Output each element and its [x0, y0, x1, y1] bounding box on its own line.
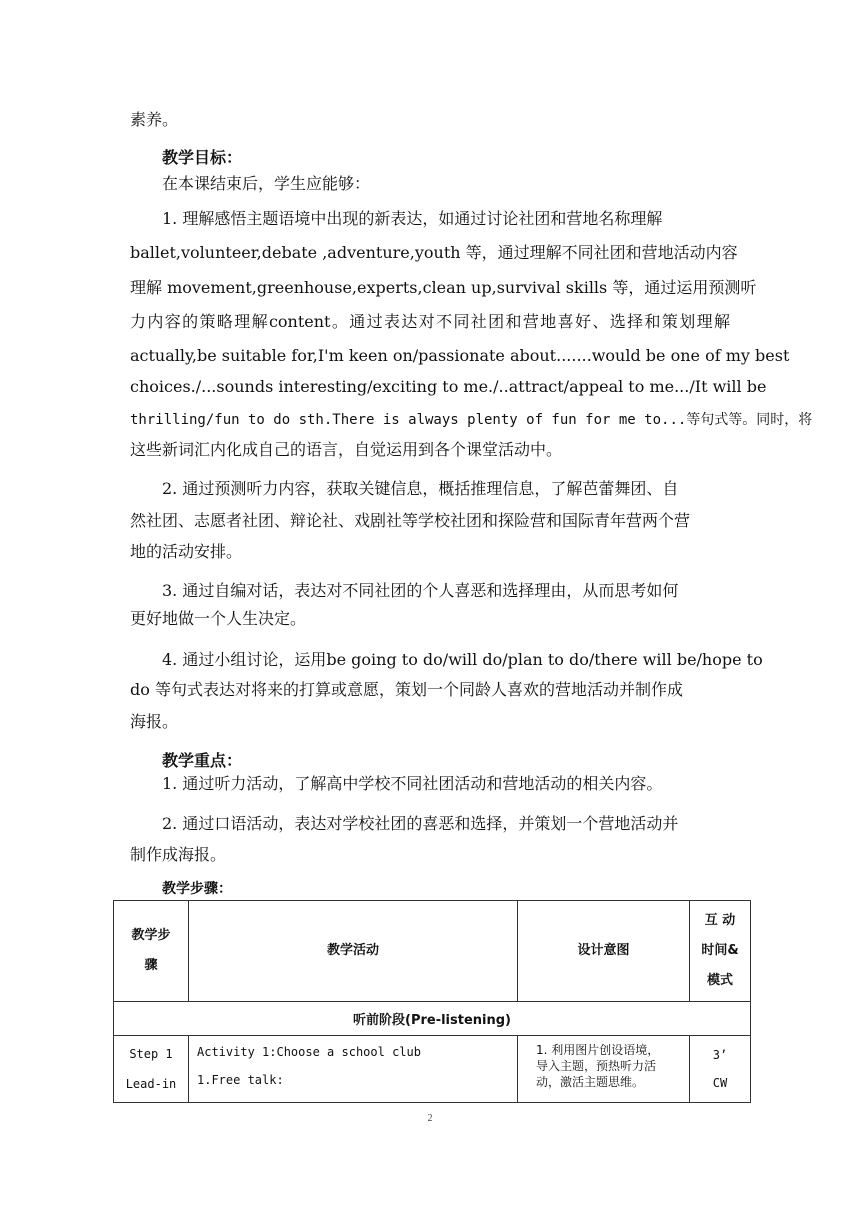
goal-3-line: 3. 通过自编对话，表达对不同社团的个人喜恶和选择理由，从而思考如何 [162, 581, 679, 600]
teaching-steps-table [113, 900, 751, 1103]
goal-1-line: actually,be suitable for,I'm keen on/passionate about.......would be one of my best [130, 346, 790, 365]
goals-intro: 在本课结束后，学生应能够： [162, 174, 371, 193]
key-point-2-line: 制作成海报。 [130, 845, 227, 864]
goal-4-line: do 等句式表达对将来的打算或意愿，策划一个同龄人喜欢的营地活动并制作成 [130, 680, 683, 699]
key-point-2-line: 2. 通过口语活动，表达对学校社团的喜恶和选择，并策划一个营地活动并 [162, 814, 679, 833]
goals-heading: 教学目标： [162, 148, 243, 167]
key-points-heading: 教学重点： [162, 751, 243, 770]
goal-1-line: thrilling/fun to do sth.There is always plenty of fun for me to...等句式等。同时，将 [130, 412, 813, 428]
row-time-cell: 3’ CW [690, 1036, 751, 1103]
header-intent: 设计意图 [518, 901, 690, 1002]
goal-2-line: 然社团、志愿者社团、辩论社、戏剧社等学校社团和探险营和国际青年营两个营 [130, 511, 691, 530]
goal-1-line: choices./...sounds interesting/exciting to me./..attract/appeal to me.../It will be [130, 377, 767, 396]
table-header-row [114, 901, 751, 1002]
key-point-1: 1. 通过听力活动，了解高中学校不同社团活动和营地活动的相关内容。 [162, 774, 663, 793]
row-step-cell: Step 1 Lead-in [114, 1036, 189, 1103]
goal-4-line: 4. 通过小组讨论，运用be going to do/will do/plan to do/there will be/hope to [162, 650, 763, 669]
goal-1-line: 1. 理解感悟主题语境中出现的新表达，如通过讨论社团和营地名称理解 [162, 209, 663, 228]
goal-1-line: 理解 movement,greenhouse,experts,clean up,survival skills 等，通过运用预测听 [130, 278, 757, 297]
goal-3-line: 更好地做一个人生决定。 [130, 609, 307, 628]
goal-1-line: ballet,volunteer,debate ,adventure,youth 等，通过理解不同社团和营地活动内容 [130, 243, 738, 262]
goal-2-line: 地的活动安排。 [130, 542, 243, 561]
goal-1-line: 力内容的策略理解content。通过表达对不同社团和营地喜好、选择和策划理解 [130, 312, 730, 331]
row-activity-cell: Activity 1:Choose a school club 1.Free talk: [189, 1036, 518, 1103]
header-activity: 教学活动 [189, 901, 518, 1002]
page-number: 2 [427, 1113, 433, 1124]
header-time-mode: 互 动 时间& 模式 [690, 901, 751, 1002]
header-step: 教学步 骤 [114, 901, 189, 1002]
table-section-row [114, 1002, 751, 1036]
paragraph-continuation: 素养。 [130, 110, 179, 129]
steps-heading: 教学步骤： [162, 881, 232, 897]
goal-2-line: 2. 通过预测听力内容，获取关键信息，概括推理信息，了解芭蕾舞团、自 [162, 479, 679, 498]
goal-1-line: 这些新词汇内化成自己的语言，自觉运用到各个课堂活动中。 [130, 440, 563, 459]
section-pre-listening: 听前阶段(Pre-listening) [114, 1002, 751, 1036]
row-intent-cell: 1. 利用图片创设语境， 导入主题，预热听力活 动，激活主题思维。 [518, 1036, 690, 1103]
goal-4-line: 海报。 [130, 712, 179, 731]
table-row [114, 1036, 751, 1103]
